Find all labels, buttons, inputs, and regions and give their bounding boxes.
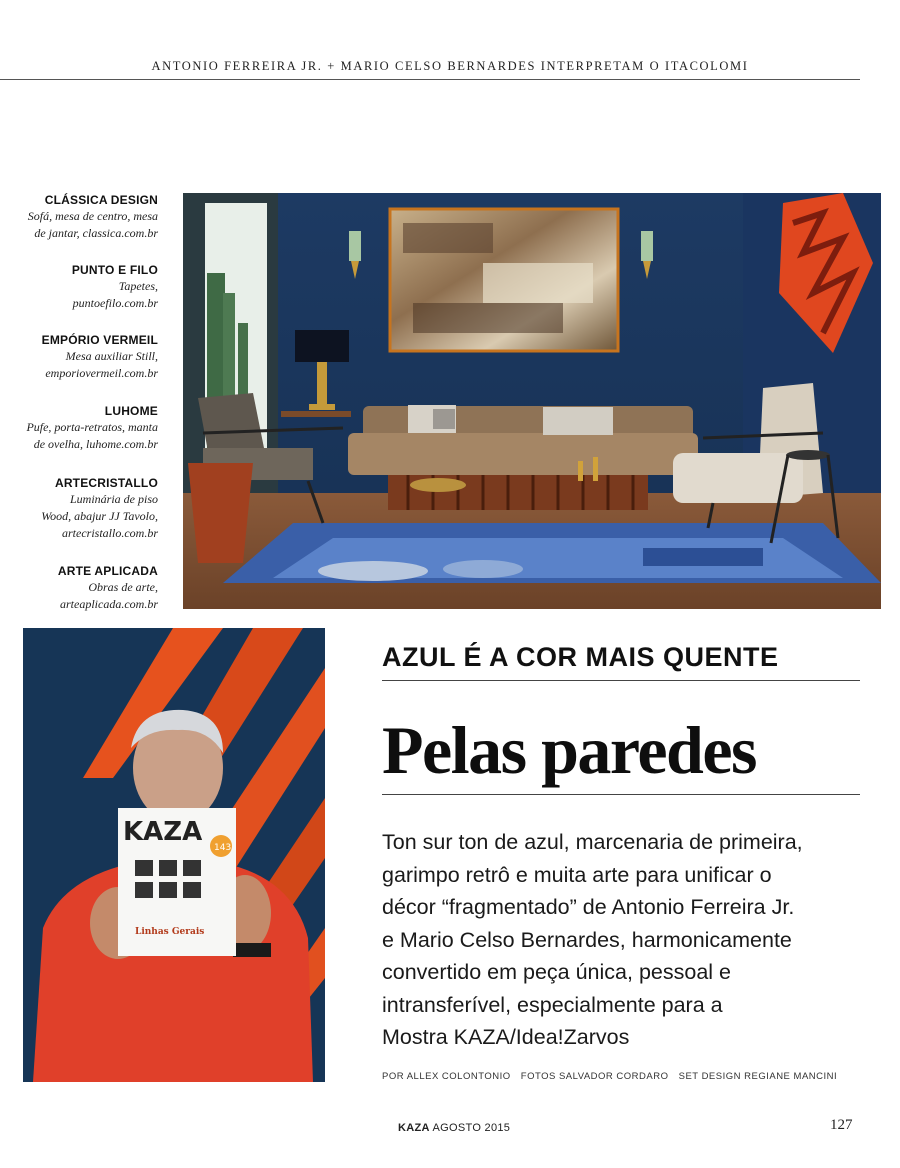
credit-classica-design <box>8 193 158 242</box>
credit-emporio-vermeil <box>8 333 158 382</box>
credit-name: LUHOME <box>104 404 158 418</box>
credit-luhome <box>8 404 158 453</box>
credit-line: emporiovermeil.com.br <box>45 366 158 380</box>
lead-line: décor “fragmentado” de Antonio Ferreira Jr. <box>382 895 795 919</box>
credit-line: de jantar, classica.com.br <box>34 226 158 240</box>
credit-name: ARTE APLICADA <box>57 564 158 578</box>
credit-line: arteaplicada.com.br <box>60 597 158 611</box>
running-header: ANTONIO FERREIRA JR. + MARIO CELSO BERNARDES INTERPRETAM O ITACOLOMI <box>151 59 749 73</box>
magazine-cover-headline: Linhas Gerais <box>135 927 205 937</box>
page-footer <box>398 1122 510 1134</box>
credit-line: artecristallo.com.br <box>62 526 158 540</box>
article-lead <box>382 826 852 1054</box>
article-title: Pelas paredes <box>382 712 756 788</box>
credit-name: EMPÓRIO VERMEIL <box>41 333 158 347</box>
footer-magazine: KAZA <box>398 1122 430 1134</box>
byline <box>382 1071 844 1082</box>
page-number: 127 <box>830 1117 853 1133</box>
credit-name: PUNTO E FILO <box>71 263 158 277</box>
lead-line: intransferível, especialmente para a <box>382 992 723 1017</box>
title-rule <box>382 794 860 795</box>
footer-issue-date: AGOSTO 2015 <box>432 1122 511 1134</box>
magazine-cover-logo: KAZA <box>123 817 203 847</box>
portrait-photo <box>23 628 325 1082</box>
magazine-cover-issue: 143 <box>214 843 232 853</box>
lead-line: garimpo retrô e muita arte para unificar o <box>382 862 772 887</box>
credit-arte-aplicada <box>8 564 158 613</box>
credit-line: Wood, abajur JJ Tavolo, <box>41 509 158 523</box>
credit-line: Sofá, mesa de centro, mesa <box>27 209 158 223</box>
byline-photos: FOTOS SALVADOR CORDARO <box>520 1071 669 1082</box>
credit-line: Mesa auxiliar Still, <box>65 349 158 363</box>
credit-name: ARTECRISTALLO <box>54 476 158 490</box>
credit-name: CLÁSSICA DESIGN <box>44 193 158 207</box>
lead-line: Ton sur ton de azul, marcenaria de primeira, <box>382 830 803 854</box>
byline-set-design: SET DESIGN REGIANE MANCINI <box>678 1071 838 1082</box>
byline-author: POR ALLEX COLONTONIO <box>382 1071 511 1082</box>
lead-line: Mostra KAZA/Idea!Zarvos <box>382 1025 630 1049</box>
kicker-rule <box>382 680 860 681</box>
credit-line: puntoefilo.com.br <box>72 296 158 310</box>
living-room-photo <box>183 193 881 609</box>
lead-line: e Mario Celso Bernardes, harmonicamente <box>382 927 792 952</box>
credit-line: Obras de arte, <box>88 580 158 594</box>
lead-line: convertido em peça única, pessoal e <box>382 960 731 984</box>
credit-line: Luminária de piso <box>69 492 158 506</box>
article-kicker: AZUL É A COR MAIS QUENTE <box>382 642 779 672</box>
credit-line: Pufe, porta-retratos, manta <box>26 420 158 434</box>
credit-artecristallo <box>8 476 158 542</box>
credit-line: Tapetes, <box>118 279 158 293</box>
header-rule <box>0 79 860 80</box>
credit-punto-e-filo <box>8 263 158 312</box>
credit-line: de ovelha, luhome.com.br <box>33 437 158 451</box>
